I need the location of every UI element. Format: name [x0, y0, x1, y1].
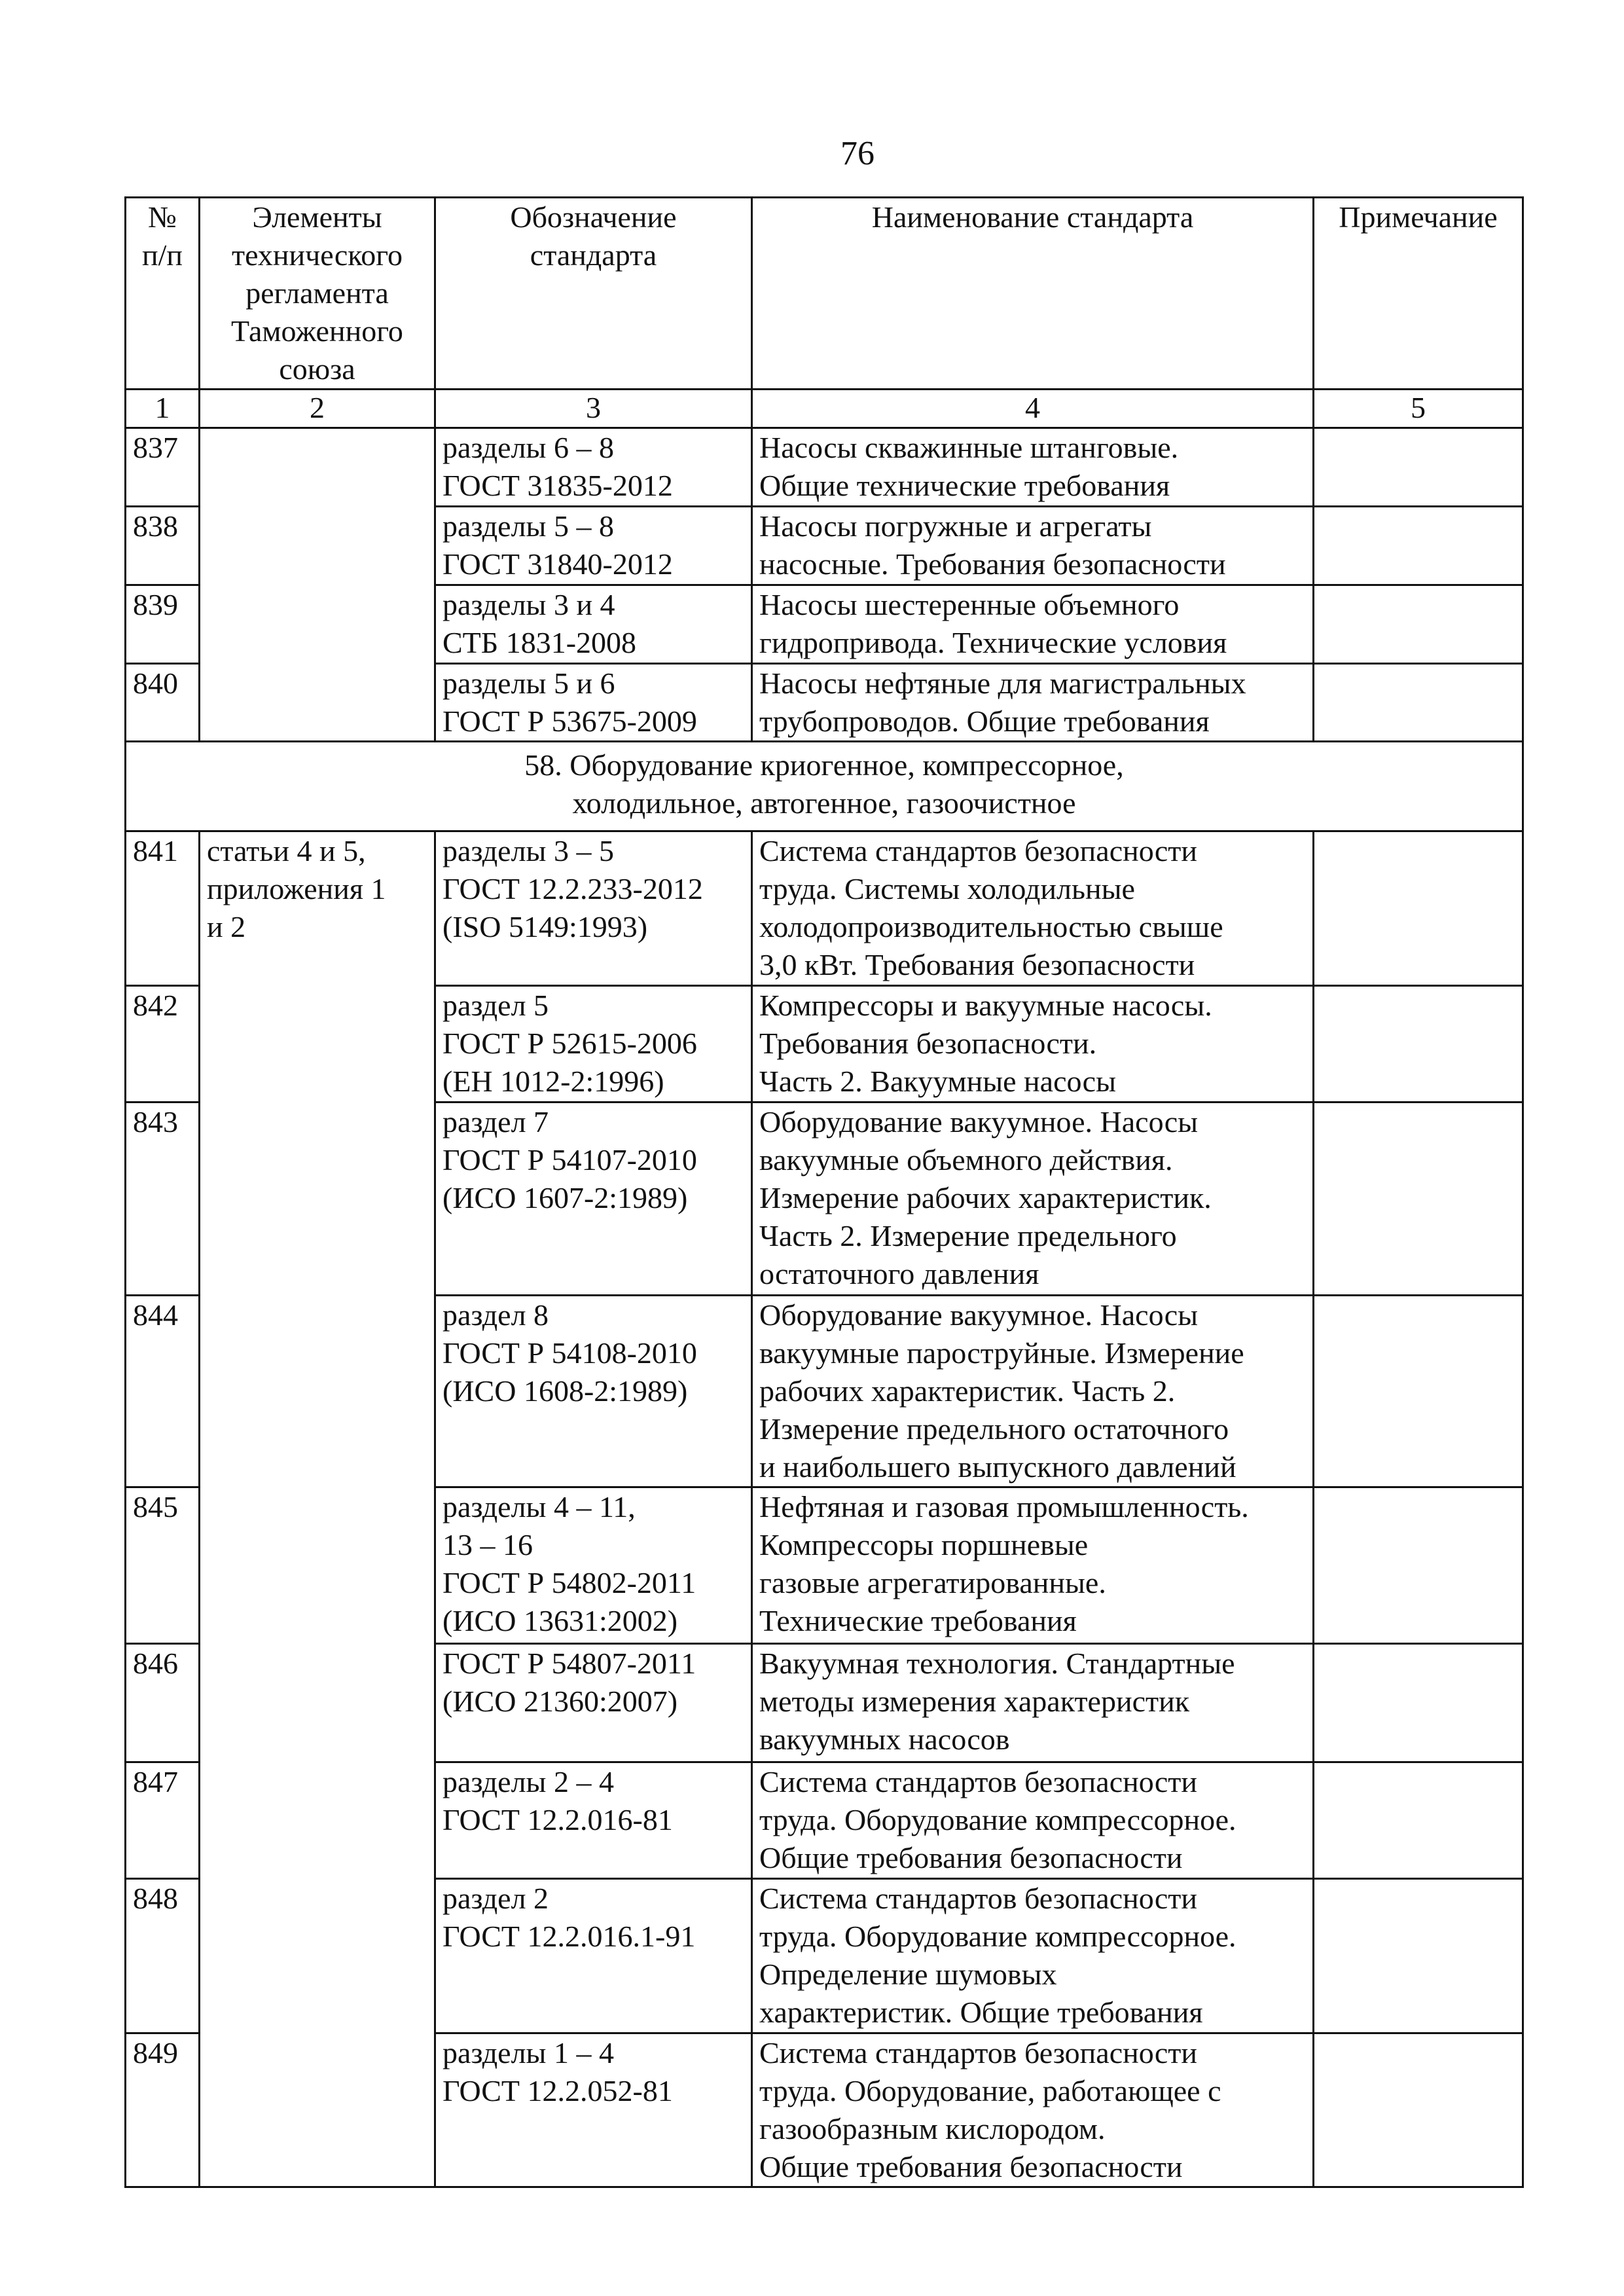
- header-number: [126, 198, 200, 390]
- standard-name-cell-line: Оборудование вакуумное. Насосы: [759, 1105, 1199, 1139]
- designation-cell-line: раздел 2: [442, 1882, 549, 1915]
- elements-cell: [200, 831, 435, 2187]
- column-number: 5: [1314, 390, 1523, 428]
- designation-cell-line: ГОСТ Р 54107-2010: [442, 1143, 697, 1176]
- section-row: [126, 742, 1523, 831]
- standard-name-cell: [752, 1296, 1314, 1487]
- standard-name-cell: [752, 1102, 1314, 1296]
- designation-cell-line: (ИСО 1607-2:1989): [442, 1181, 688, 1214]
- designation-cell: [435, 585, 752, 664]
- standard-name-cell-line: гидропривода. Технические условия: [759, 626, 1227, 659]
- note-cell: [1314, 1296, 1523, 1487]
- row-number: 846: [126, 1644, 200, 1762]
- designation-cell-line: раздел 7: [442, 1105, 549, 1139]
- designation-cell-line: ГОСТ Р 54802-2011: [442, 1566, 696, 1599]
- note-cell: [1314, 1102, 1523, 1296]
- designation-cell-line: ГОСТ 12.2.016.1-91: [442, 1920, 696, 1953]
- designation-cell-line: разделы 6 – 8: [442, 431, 614, 464]
- standard-name-cell-line: рабочих характеристик. Часть 2.: [759, 1374, 1176, 1408]
- designation-cell-line: разделы 4 – 11,: [442, 1490, 636, 1523]
- standard-name-cell-line: Часть 2. Измерение предельного: [759, 1219, 1177, 1252]
- standard-name-cell: [752, 986, 1314, 1102]
- header-elements-line: Таможенного: [231, 314, 403, 348]
- designation-cell-line: разделы 1 – 4: [442, 2036, 614, 2069]
- standard-name-cell-line: и наибольшего выпускного давлений: [759, 1450, 1236, 1484]
- designation-cell: [435, 428, 752, 507]
- standard-name-cell-line: Система стандартов безопасности: [759, 2036, 1198, 2069]
- table-row: [126, 831, 1523, 986]
- standard-name-cell: [752, 1644, 1314, 1762]
- standard-name-cell-line: Измерение предельного остаточного: [759, 1412, 1229, 1446]
- header-elements: [200, 198, 435, 390]
- row-number: 847: [126, 1762, 200, 1879]
- table-row: [126, 428, 1523, 507]
- standard-name-cell-line: Компрессоры и вакуумные насосы.: [759, 989, 1212, 1022]
- designation-cell-line: (ИСО 1608-2:1989): [442, 1374, 688, 1408]
- standard-name-cell-line: газообразным кислородом.: [759, 2112, 1106, 2145]
- note-cell: [1314, 1644, 1523, 1762]
- standard-name-cell-line: труда. Оборудование компрессорное.: [759, 1803, 1236, 1836]
- designation-cell-line: разделы 2 – 4: [442, 1765, 614, 1798]
- header-elements-line: технического: [232, 238, 403, 272]
- designation-cell: [435, 1644, 752, 1762]
- designation-cell-line: разделы 5 – 8: [442, 509, 614, 543]
- standard-name-cell: [752, 664, 1314, 742]
- standard-name-cell-line: труда. Оборудование, работающее с: [759, 2074, 1221, 2107]
- standard-name-cell-line: Общие технические требования: [759, 469, 1170, 502]
- header-note-line: Примечание: [1339, 200, 1498, 234]
- designation-cell: [435, 1296, 752, 1487]
- standard-name-cell-line: Насосы шестеренные объемного: [759, 588, 1180, 621]
- row-number: 837: [126, 428, 200, 507]
- designation-cell: [435, 831, 752, 986]
- standard-name-cell-line: Общие требования безопасности: [759, 2150, 1183, 2183]
- row-number: 841: [126, 831, 200, 986]
- header-designation-line: Обозначение: [510, 200, 677, 234]
- standard-name-cell-line: Определение шумовых: [759, 1958, 1057, 1991]
- standard-name-cell-line: характеристик. Общие требования: [759, 1995, 1203, 2029]
- standard-name-cell-line: Вакуумная технология. Стандартные: [759, 1647, 1235, 1680]
- header-standard-name-line: Наименование стандарта: [871, 200, 1194, 234]
- standard-name-cell-line: насосные. Требования безопасности: [759, 547, 1226, 581]
- standard-name-cell-line: Компрессоры поршневые: [759, 1528, 1089, 1561]
- designation-cell-line: ГОСТ 12.2.052-81: [442, 2074, 673, 2107]
- designation-cell-line: ГОСТ Р 54108-2010: [442, 1336, 697, 1370]
- standard-name-cell-line: трубопроводов. Общие требования: [759, 704, 1210, 738]
- standard-name-cell-line: газовые агрегатированные.: [759, 1566, 1106, 1599]
- header-row: [126, 198, 1523, 390]
- section-heading-line: 58. Оборудование криогенное, компрессорное,: [524, 748, 1124, 782]
- note-cell: [1314, 664, 1523, 742]
- column-number: 2: [200, 390, 435, 428]
- standard-name-cell: [752, 428, 1314, 507]
- standard-name-cell-line: труда. Оборудование компрессорное.: [759, 1920, 1236, 1953]
- standard-name-cell: [752, 2033, 1314, 2187]
- standard-name-cell-line: Измерение рабочих характеристик.: [759, 1181, 1212, 1214]
- column-numbers-row: [126, 390, 1523, 428]
- header-elements-line: регламента: [245, 276, 389, 310]
- standard-name-cell: [752, 507, 1314, 585]
- standard-name-cell-line: методы измерения характеристик: [759, 1685, 1190, 1718]
- header-number-line: №: [148, 200, 177, 234]
- standard-name-cell: [752, 585, 1314, 664]
- header-number-line: п/п: [141, 238, 183, 272]
- header-designation: [435, 198, 752, 390]
- row-number: 838: [126, 507, 200, 585]
- standard-name-cell-line: холодопроизводительностью свыше: [759, 910, 1223, 943]
- designation-cell: [435, 664, 752, 742]
- designation-cell: [435, 1487, 752, 1644]
- standard-name-cell-line: 3,0 кВт. Требования безопасности: [759, 948, 1195, 981]
- note-cell: [1314, 1879, 1523, 2033]
- standard-name-cell-line: Система стандартов безопасности: [759, 1765, 1198, 1798]
- standard-name-cell-line: Насосы погружные и агрегаты: [759, 509, 1152, 543]
- designation-cell-line: СТБ 1831-2008: [442, 626, 637, 659]
- standards-table: [124, 196, 1524, 2188]
- designation-cell: [435, 1762, 752, 1879]
- note-cell: [1314, 2033, 1523, 2187]
- standard-name-cell-line: Насосы нефтяные для магистральных: [759, 666, 1246, 700]
- column-number: 3: [435, 390, 752, 428]
- designation-cell: [435, 1102, 752, 1296]
- page-number: 76: [840, 135, 875, 172]
- designation-cell: [435, 507, 752, 585]
- row-number: 844: [126, 1296, 200, 1487]
- designation-cell-line: (ЕН 1012-2:1996): [442, 1065, 664, 1098]
- row-number: 842: [126, 986, 200, 1102]
- row-number: 848: [126, 1879, 200, 2033]
- standard-name-cell-line: Насосы скважинные штанговые.: [759, 431, 1179, 464]
- standard-name-cell-line: вакуумные пароструйные. Измерение: [759, 1336, 1244, 1370]
- designation-cell: [435, 986, 752, 1102]
- section-heading: [126, 742, 1523, 831]
- designation-cell-line: ГОСТ 12.2.016-81: [442, 1803, 673, 1836]
- note-cell: [1314, 1487, 1523, 1644]
- row-number: 849: [126, 2033, 200, 2187]
- note-cell: [1314, 507, 1523, 585]
- elements-cell: [200, 428, 435, 742]
- header-designation-line: стандарта: [530, 238, 657, 272]
- note-cell: [1314, 831, 1523, 986]
- designation-cell-line: ГОСТ Р 53675-2009: [442, 704, 697, 738]
- standard-name-cell-line: Требования безопасности.: [759, 1027, 1097, 1060]
- row-number: 843: [126, 1102, 200, 1296]
- header-elements-line: союза: [279, 352, 355, 386]
- standard-name-cell-line: Система стандартов безопасности: [759, 834, 1198, 867]
- designation-cell-line: раздел 8: [442, 1298, 549, 1332]
- designation-cell-line: раздел 5: [442, 989, 549, 1022]
- standard-name-cell-line: остаточного давления: [759, 1257, 1039, 1290]
- standard-name-cell: [752, 831, 1314, 986]
- elements-cell-line: и 2: [207, 910, 246, 943]
- designation-cell-line: (ISO 5149:1993): [442, 910, 648, 943]
- designation-cell-line: ГОСТ Р 54807-2011: [442, 1647, 696, 1680]
- standard-name-cell: [752, 1762, 1314, 1879]
- note-cell: [1314, 585, 1523, 664]
- designation-cell-line: ГОСТ 31840-2012: [442, 547, 673, 581]
- standard-name-cell-line: труда. Системы холодильные: [759, 872, 1135, 905]
- standard-name-cell: [752, 1879, 1314, 2033]
- designation-cell-line: (ИСО 13631:2002): [442, 1604, 678, 1637]
- standard-name-cell-line: Нефтяная и газовая промышленность.: [759, 1490, 1249, 1523]
- standard-name-cell-line: Технические требования: [759, 1604, 1077, 1637]
- designation-cell: [435, 2033, 752, 2187]
- standard-name-cell: [752, 1487, 1314, 1644]
- designation-cell-line: ГОСТ 31835-2012: [442, 469, 673, 502]
- note-cell: [1314, 986, 1523, 1102]
- standard-name-cell-line: вакуумные объемного действия.: [759, 1143, 1173, 1176]
- header-elements-line: Элементы: [252, 200, 382, 234]
- elements-cell-line: статьи 4 и 5,: [207, 834, 366, 867]
- standard-name-cell-line: Оборудование вакуумное. Насосы: [759, 1298, 1199, 1332]
- header-standard-name: [752, 198, 1314, 390]
- standard-name-cell-line: вакуумных насосов: [759, 1722, 1010, 1756]
- elements-cell-line: приложения 1: [207, 872, 386, 905]
- row-number: 845: [126, 1487, 200, 1644]
- standard-name-cell-line: Общие требования безопасности: [759, 1841, 1183, 1874]
- header-note: [1314, 198, 1523, 390]
- designation-cell-line: разделы 5 и 6: [442, 666, 615, 700]
- note-cell: [1314, 428, 1523, 507]
- standard-name-cell-line: Система стандартов безопасности: [759, 1882, 1198, 1915]
- row-number: 839: [126, 585, 200, 664]
- designation-cell: [435, 1879, 752, 2033]
- designation-cell-line: (ИСО 21360:2007): [442, 1685, 678, 1718]
- column-number: 4: [752, 390, 1314, 428]
- row-number: 840: [126, 664, 200, 742]
- designation-cell-line: разделы 3 и 4: [442, 588, 615, 621]
- designation-cell-line: 13 – 16: [442, 1528, 533, 1561]
- designation-cell-line: разделы 3 – 5: [442, 834, 614, 867]
- designation-cell-line: ГОСТ 12.2.233-2012: [442, 872, 703, 905]
- column-number: 1: [126, 390, 200, 428]
- section-heading-line: холодильное, автогенное, газоочистное: [572, 786, 1076, 820]
- designation-cell-line: ГОСТ Р 52615-2006: [442, 1027, 697, 1060]
- standard-name-cell-line: Часть 2. Вакуумные насосы: [759, 1065, 1116, 1098]
- note-cell: [1314, 1762, 1523, 1879]
